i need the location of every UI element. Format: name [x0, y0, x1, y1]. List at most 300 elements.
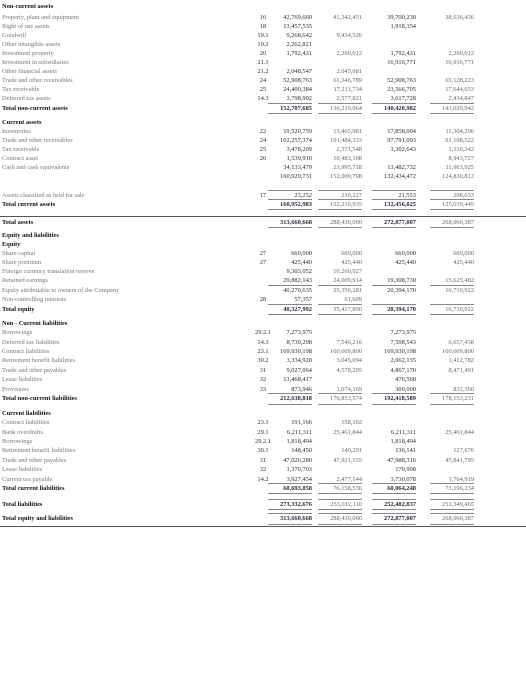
- value-cell-v2: 136,219,064: [330, 105, 362, 112]
- underline-rule: [430, 227, 474, 228]
- row-label-tax-receivable: Tax receivable: [2, 146, 40, 153]
- row-label-lease-liabilities: Lease liabilities: [2, 376, 43, 383]
- table-row: [0, 76, 526, 85]
- value-cell-v1: 1,792,431: [286, 50, 312, 57]
- table-row: [0, 136, 526, 145]
- underline-rule: [430, 304, 474, 305]
- value-cell-v1: 152,707,685: [280, 105, 312, 112]
- underline-rule: [372, 103, 416, 104]
- underline-rule: [268, 493, 312, 494]
- value-cell-v1: 24,400,384: [283, 86, 312, 93]
- underline-rule: [318, 103, 362, 104]
- row-label-share-capital: Share capital: [2, 250, 36, 257]
- value-cell-v2: 61,609: [344, 296, 362, 303]
- value-cell-v1: 3,478,209: [286, 146, 312, 153]
- underline-rule: [268, 404, 312, 405]
- underline-rule: [268, 227, 312, 228]
- section-heading: [0, 118, 526, 127]
- underline-rule: [318, 190, 362, 191]
- value-cell-v3: 660,000: [395, 250, 416, 257]
- value-cell-v2: 160,609,800: [330, 348, 362, 355]
- underline-rule: [430, 113, 474, 114]
- value-cell-v1: 9,303,052: [286, 268, 312, 275]
- table-row: [0, 94, 526, 103]
- section-heading: [0, 231, 526, 240]
- value-cell-v1: 13,468,417: [283, 376, 312, 383]
- value-cell-v4: 16,916,771: [445, 59, 474, 66]
- underline-rule: [268, 285, 312, 286]
- value-cell-v3: 300,000: [395, 386, 416, 393]
- value-cell-v2: 7,546,216: [336, 339, 362, 346]
- underline-rule: [372, 524, 416, 525]
- table-row: [0, 154, 526, 163]
- underline-rule: [430, 509, 474, 510]
- value-cell-v3: 20,394,170: [387, 306, 416, 313]
- value-cell-v4: 268,060,387: [442, 219, 474, 226]
- value-cell-v4: 127,676: [453, 447, 474, 454]
- value-cell-v1: 9,027,064: [286, 367, 312, 374]
- underline-rule: [372, 285, 416, 286]
- underline-rule: [318, 304, 362, 305]
- section-heading: [0, 409, 526, 418]
- row-label-share-premium: Share premium: [2, 259, 42, 266]
- value-cell-v1: 29,882,143: [283, 277, 312, 284]
- table-row: [0, 163, 526, 172]
- value-cell-v3: 3,302,643: [390, 146, 416, 153]
- table-row: [0, 127, 526, 136]
- table-row: [0, 356, 526, 365]
- value-cell-v3: 1,792,431: [390, 50, 416, 57]
- note-cell: 33: [259, 386, 267, 393]
- value-cell-v4: 1,764,919: [448, 476, 474, 483]
- underline-rule: [372, 483, 416, 484]
- total-row: [0, 218, 526, 227]
- total-row: [0, 394, 526, 403]
- note-cell: 30.1: [257, 447, 269, 454]
- total-row: [0, 200, 526, 209]
- row-label-total-liabilities: Total liabilities: [2, 501, 43, 508]
- value-cell-v3: 136,141: [395, 447, 416, 454]
- value-cell-v2: 4,578,295: [336, 367, 362, 374]
- value-cell-v4: 160,609,800: [442, 348, 474, 355]
- value-cell-v3: 17,858,004: [387, 128, 416, 135]
- row-label-total-non-current-assets: Total non-current assets: [2, 105, 68, 112]
- value-cell-v3: 47,988,316: [387, 457, 416, 464]
- underline-rule: [372, 199, 416, 200]
- value-cell-v1: 2,048,547: [286, 68, 312, 75]
- row-label-right-of-use-assets: Right of use assets: [2, 23, 50, 30]
- value-cell-v4: 832,360: [453, 386, 474, 393]
- row-label-total-current-liabilities: Total current liabilities: [2, 485, 65, 492]
- note-cell: 32: [259, 376, 267, 383]
- note-cell: 21.2: [257, 68, 269, 75]
- value-cell-v1: 1,539,910: [286, 155, 312, 162]
- underline-rule: [268, 190, 312, 191]
- value-cell-v1: 1,818,494: [286, 438, 312, 445]
- underline-rule: [318, 499, 362, 500]
- table-row: [0, 437, 526, 446]
- value-cell-v2: 17,211,734: [333, 86, 362, 93]
- value-cell-v3: 179,908: [395, 466, 416, 473]
- table-row: [0, 145, 526, 154]
- total-row: [0, 500, 526, 509]
- underline-rule: [318, 314, 362, 315]
- value-cell-v2: 288,430,000: [330, 515, 362, 522]
- value-cell-v4: 124,830,812: [442, 173, 474, 180]
- value-cell-v3: 4,867,170: [390, 367, 416, 374]
- note-cell: 16: [259, 14, 267, 21]
- value-cell-v3: 97,791,093: [387, 137, 416, 144]
- note-cell: 29.2.1: [255, 329, 271, 336]
- table-row: [0, 338, 526, 347]
- table-row: [0, 465, 526, 474]
- table-row: [0, 40, 526, 49]
- value-cell-v2: 101,484,333: [330, 137, 362, 144]
- value-cell-v2: 288,430,000: [330, 219, 362, 226]
- underline-rule: [430, 103, 474, 104]
- table-row: [0, 22, 526, 31]
- table-row: [0, 286, 526, 295]
- value-cell-v2: 61,346,789: [333, 77, 362, 84]
- value-cell-v1: 8,730,298: [286, 339, 312, 346]
- section-heading: [0, 319, 526, 328]
- value-cell-v2: 152,000,708: [330, 173, 362, 180]
- row-label-retained-earnings: Retained earnings: [2, 277, 48, 284]
- table-row: [0, 58, 526, 67]
- row-label-assets-classified-as-held-for-sale: Assets classified as held for sale: [2, 192, 85, 199]
- value-cell-v2: 253,012,110: [330, 501, 362, 508]
- value-cell-v2: 158,102: [341, 419, 362, 426]
- note-cell: 26: [259, 155, 267, 162]
- underline-rule: [372, 190, 416, 191]
- value-cell-v1: 13,457,535: [283, 23, 312, 30]
- underline-rule: [318, 227, 362, 228]
- value-cell-v3: 476,568: [395, 376, 416, 383]
- row-label-trade-and-other-receivables: Trade and other receivables: [2, 137, 73, 144]
- value-cell-v4: 1,412,782: [448, 357, 474, 364]
- underline-rule: [318, 199, 362, 200]
- table-row: [0, 375, 526, 384]
- value-cell-v4: 660,000: [453, 250, 474, 257]
- underline-rule: [268, 524, 312, 525]
- value-cell-v4: 16,710,922: [445, 306, 474, 313]
- underline-rule: [430, 404, 474, 405]
- underline-rule: [268, 483, 312, 484]
- note-cell: 31: [259, 457, 267, 464]
- value-cell-v3: 6,211,311: [390, 429, 416, 436]
- row-label-trade-and-other-receivables: Trade and other receivables: [2, 77, 73, 84]
- underline-rule: [430, 499, 474, 500]
- note-cell: 31: [259, 367, 267, 374]
- value-cell-v2: 2,477,144: [336, 476, 362, 483]
- value-cell-v2: 47,921,155: [333, 457, 362, 464]
- value-cell-v1: 19,520,759: [283, 128, 312, 135]
- value-cell-v3: 3,730,078: [390, 476, 416, 483]
- underline-rule: [318, 404, 362, 405]
- value-cell-v2: 140,291: [341, 447, 362, 454]
- underline-rule: [318, 285, 362, 286]
- value-cell-v3: 1,918,354: [390, 23, 416, 30]
- underline-rule: [430, 199, 474, 200]
- table-row: [0, 67, 526, 76]
- value-cell-v1: 102,257,374: [280, 137, 312, 144]
- value-cell-v4: 6,657,438: [448, 339, 474, 346]
- table-row: [0, 428, 526, 437]
- row-label-contract-liabilities: Contract liabilities: [2, 348, 50, 355]
- row-label-inventories: Inventories: [2, 128, 31, 135]
- table-row: [0, 328, 526, 337]
- value-cell-v4: 91,108,522: [445, 137, 474, 144]
- table-row: [0, 446, 526, 455]
- note-cell: 14.3: [257, 95, 269, 102]
- table-row: [0, 366, 526, 375]
- row-label-equity: Equity: [2, 241, 21, 248]
- total-row: [0, 104, 526, 113]
- note-cell: 14.3: [257, 339, 269, 346]
- total-row: [0, 484, 526, 493]
- underline-rule: [268, 304, 312, 305]
- underline-rule: [430, 393, 474, 394]
- value-cell-v3: 13,482,732: [387, 164, 416, 171]
- underline-rule: [372, 227, 416, 228]
- value-cell-v3: 169,930,198: [384, 348, 416, 355]
- value-cell-v3: 19,308,730: [387, 277, 416, 284]
- underline-rule: [318, 113, 362, 114]
- value-cell-v3: 39,700,230: [387, 14, 416, 21]
- value-cell-v4: 425,440: [453, 259, 474, 266]
- row-label-foreign-currency-translation-reserve: Foreign currency translation reserve: [2, 268, 95, 275]
- value-cell-v3: 252,482,837: [384, 501, 416, 508]
- row-label-current-tax-payable: Current tax payable: [2, 476, 53, 483]
- value-cell-v4: 11,963,925: [445, 164, 474, 171]
- value-cell-v2: 660,000: [341, 250, 362, 257]
- value-cell-v2: 10,260,927: [333, 268, 362, 275]
- note-cell: 29.1: [257, 429, 269, 436]
- note-cell: 21.1: [257, 59, 269, 66]
- value-cell-v1: 42,769,660: [283, 14, 312, 21]
- underline-rule: [318, 524, 362, 525]
- underline-rule: [318, 209, 362, 210]
- underline-rule: [372, 513, 416, 514]
- value-cell-v4: 208,633: [453, 192, 474, 199]
- value-cell-v3: 140,420,982: [384, 105, 416, 112]
- note-cell: 28: [259, 296, 267, 303]
- value-cell-v1: 313,660,668: [280, 219, 312, 226]
- value-cell-v4: 268,060,387: [442, 515, 474, 522]
- value-cell-v3: 3,617,728: [390, 95, 416, 102]
- row-label-deferred-tax-assets: Deferred tax assets: [2, 95, 51, 102]
- note-cell: 29.2.1: [255, 438, 271, 445]
- value-cell-v2: 2,260,012: [336, 50, 362, 57]
- value-cell-v1: 1,370,703: [286, 466, 312, 473]
- row-label-bank-overdrafts: Bank overdrafts: [2, 429, 43, 436]
- underline-rule: [372, 113, 416, 114]
- underline-rule: [372, 509, 416, 510]
- value-cell-v1: 660,000: [291, 250, 312, 257]
- row-label-equity-and-liabilities: Equity and liabilities: [2, 232, 59, 239]
- value-cell-v1: 313,660,668: [280, 515, 312, 522]
- table-row: [0, 267, 526, 276]
- row-label-non-controlling-interests: Non-controlling interests: [2, 296, 67, 303]
- row-label-property-plant-and-equipment: Property, plant and equipment: [2, 14, 79, 21]
- row-label-investment-property: Investment property: [2, 50, 54, 57]
- note-cell: 17: [259, 192, 267, 199]
- row-label-other-financial-assets: Other financial assets: [2, 68, 58, 75]
- note-cell: 22: [259, 128, 267, 135]
- underline-rule: [430, 314, 474, 315]
- value-cell-v2: 425,440: [341, 259, 362, 266]
- value-cell-v4: 25,461,844: [445, 429, 474, 436]
- underline-rule: [430, 493, 474, 494]
- value-cell-v4: 38,636,436: [445, 14, 474, 21]
- total-row: [0, 514, 526, 523]
- row-label-deferred-tax-liabilities: Deferred tax liabilities: [2, 339, 60, 346]
- note-cell: 19.2: [257, 41, 269, 48]
- note-cell: 14.2: [257, 476, 269, 483]
- underline-rule: [268, 113, 312, 114]
- value-cell-v1: 191,166: [291, 419, 312, 426]
- row-label-total-non-current-liabilities: Total non-current liabilities: [2, 395, 77, 402]
- value-cell-v1: 160,929,731: [280, 173, 312, 180]
- value-cell-v2: 35,417,890: [333, 306, 362, 313]
- row-label-borrowings: Borrowings: [2, 329, 33, 336]
- value-cell-v1: 60,693,858: [283, 485, 312, 492]
- note-cell: 25: [259, 146, 267, 153]
- underline-rule: [430, 524, 474, 525]
- note-cell: 23.1: [257, 348, 269, 355]
- value-cell-v1: 169,930,198: [280, 348, 312, 355]
- value-cell-v3: 132,434,472: [384, 173, 416, 180]
- value-cell-v1: 2,262,821: [286, 41, 312, 48]
- row-label-provisions: Provisions: [2, 386, 29, 393]
- row-label-current-assets: Current assets: [2, 119, 42, 126]
- row-label-equity-attributable-to-owners-of-the-company: Equity attributable to owners of the Company: [2, 287, 120, 294]
- value-cell-v1: 57,357: [294, 296, 312, 303]
- underline-rule: [318, 509, 362, 510]
- value-cell-v2: 176,853,574: [330, 395, 362, 402]
- note-cell: 30.2: [257, 357, 269, 364]
- underline-rule: [318, 483, 362, 484]
- value-cell-v1: 425,440: [291, 259, 312, 266]
- value-cell-v2: 24,009,914: [333, 277, 362, 284]
- underline-rule: [318, 513, 362, 514]
- section-heading: [0, 2, 526, 11]
- underline-rule: [372, 499, 416, 500]
- value-cell-v1: 148,450: [291, 447, 312, 454]
- row-label-contract-asset: Contract asset: [2, 155, 39, 162]
- value-cell-v2: 2,571,548: [336, 146, 362, 153]
- value-cell-v2: 9,434,526: [336, 32, 362, 39]
- table-row: [0, 172, 526, 181]
- underline-rule: [372, 209, 416, 210]
- value-cell-v4: 17,644,653: [445, 86, 474, 93]
- value-cell-v2: 10,483,108: [333, 155, 362, 162]
- value-cell-v2: 41,342,451: [333, 14, 362, 21]
- row-label-retirement-benefit-liabilities: Retirement benefit liabilities: [2, 447, 76, 454]
- value-cell-v3: 192,418,589: [384, 395, 416, 402]
- value-cell-v3: 425,440: [395, 259, 416, 266]
- value-cell-v3: 7,273,975: [390, 329, 416, 336]
- row-label-goodwill: Goodwill: [2, 32, 27, 39]
- value-cell-v3: 272,877,007: [384, 515, 416, 522]
- table-row: [0, 13, 526, 22]
- value-cell-v4: 11,304,296: [445, 128, 474, 135]
- table-row: [0, 49, 526, 58]
- value-cell-v2: 76,158,536: [333, 485, 362, 492]
- note-cell: 18: [259, 23, 267, 30]
- value-cell-v4: 16,710,922: [445, 287, 474, 294]
- value-cell-v2: 2,577,821: [336, 95, 362, 102]
- value-cell-v4: 2,434,847: [448, 95, 474, 102]
- value-cell-v3: 132,456,025: [384, 201, 416, 208]
- value-cell-v1: 212,638,818: [280, 395, 312, 402]
- note-cell: 19.1: [257, 32, 269, 39]
- underline-rule: [268, 103, 312, 104]
- note-cell: 27: [259, 259, 267, 266]
- value-cell-v1: 7,273,975: [286, 329, 312, 336]
- value-cell-v3: 2,062,135: [390, 357, 416, 364]
- table-row: [0, 31, 526, 40]
- value-cell-v3: 52,908,763: [387, 77, 416, 84]
- underline-rule: [268, 209, 312, 210]
- value-cell-v3: 1,818,494: [390, 438, 416, 445]
- note-cell: 25: [259, 86, 267, 93]
- value-cell-v4: 65,128,223: [445, 77, 474, 84]
- underline-rule: [268, 314, 312, 315]
- value-cell-v1: 3,334,920: [286, 357, 312, 364]
- value-cell-v3: 21,553: [398, 192, 416, 199]
- value-cell-v2: 3,045,094: [336, 357, 362, 364]
- table-row: [0, 249, 526, 258]
- note-cell: 20: [259, 50, 267, 57]
- value-cell-v2: 13,465,981: [333, 128, 362, 135]
- table-row: [0, 295, 526, 304]
- underline-rule: [430, 513, 474, 514]
- value-cell-v4: 1,510,342: [448, 146, 474, 153]
- value-cell-v3: 272,877,007: [384, 219, 416, 226]
- table-row: [0, 276, 526, 285]
- value-cell-v1: 47,026,280: [283, 457, 312, 464]
- value-cell-v1: 873,946: [291, 386, 312, 393]
- row-label-other-intangible-assets: Other intangible assets: [2, 41, 61, 48]
- underline-rule: [268, 513, 312, 514]
- underline-rule: [268, 509, 312, 510]
- table-row: [0, 85, 526, 94]
- value-cell-v3: 7,508,543: [390, 339, 416, 346]
- value-cell-v3: 60,064,248: [387, 485, 416, 492]
- value-cell-v4: 8,471,491: [448, 367, 474, 374]
- value-cell-v1: 40,327,992: [283, 306, 312, 313]
- row-label-total-equity: Total equity: [2, 306, 35, 313]
- value-cell-v1: 273,332,676: [280, 501, 312, 508]
- underline-rule: [372, 393, 416, 394]
- total-row: [0, 305, 526, 314]
- row-label-total-assets: Total assets: [2, 219, 34, 226]
- underline-rule: [430, 285, 474, 286]
- underline-rule: [430, 209, 474, 210]
- row-label-trade-and-other-payables: Trade and other payables: [2, 367, 67, 374]
- underline-rule: [372, 314, 416, 315]
- row-label-total-current-assets: Total current assets: [2, 201, 56, 208]
- value-cell-v4: 2,260,012: [448, 50, 474, 57]
- value-cell-v4: 125,039,445: [442, 201, 474, 208]
- value-cell-v1: 52,908,763: [283, 77, 312, 84]
- value-cell-v1: 9,268,642: [286, 32, 312, 39]
- value-cell-v1: 23,252: [294, 192, 312, 199]
- underline-rule: [268, 499, 312, 500]
- underline-rule: [318, 493, 362, 494]
- value-cell-v2: 2,045,681: [336, 68, 362, 75]
